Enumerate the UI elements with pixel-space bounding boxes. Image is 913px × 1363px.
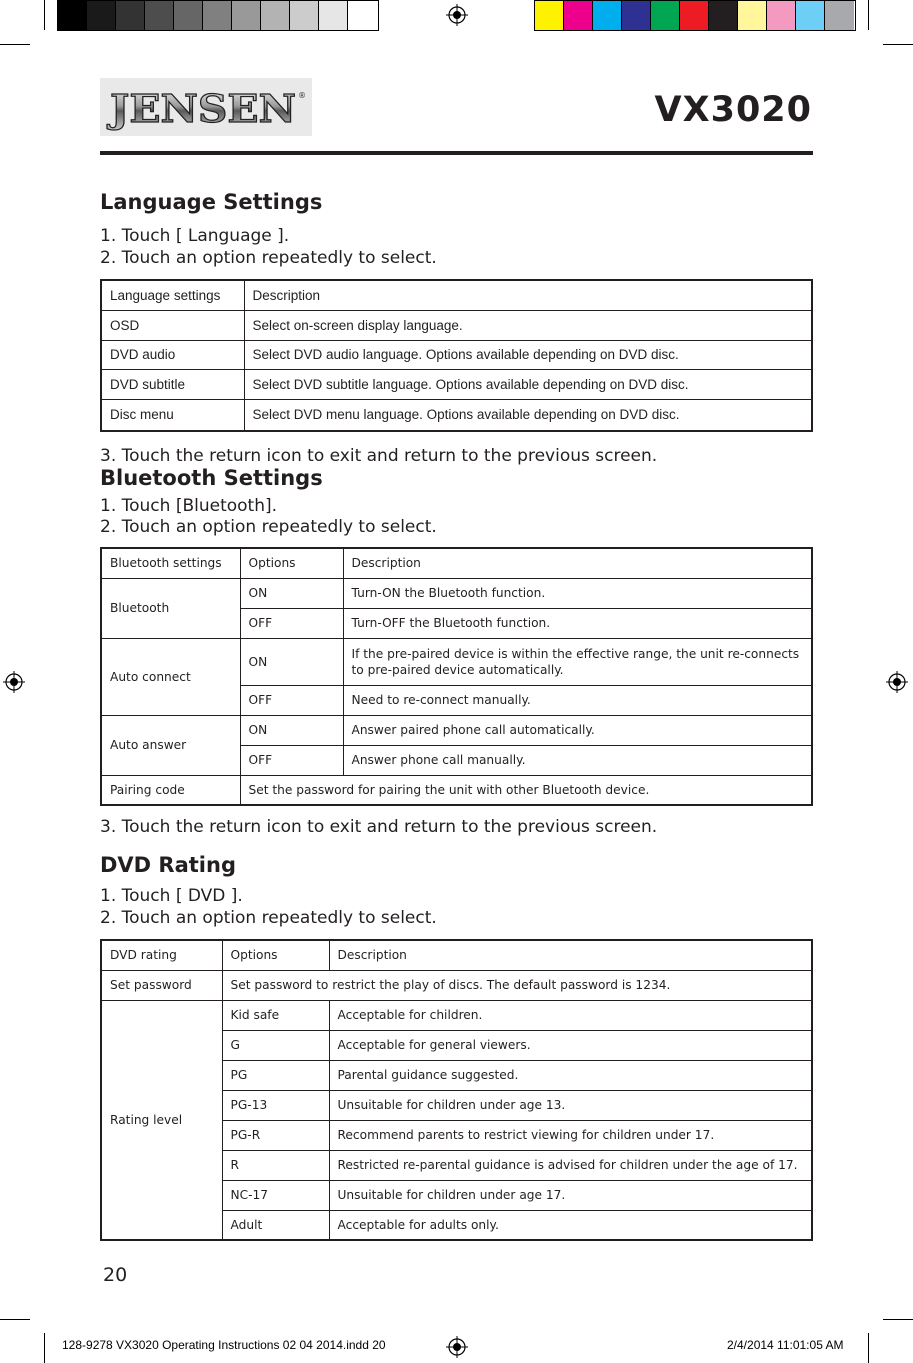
- color-swatch: [174, 1, 203, 30]
- model-number: VX3020: [654, 90, 812, 130]
- registration-mark-icon: [886, 671, 908, 693]
- color-swatch: [767, 1, 796, 30]
- table-cell: Select on-screen display language.: [244, 310, 812, 340]
- table-cell: Disc menu: [101, 399, 244, 431]
- table-header-cell: Options: [240, 548, 343, 578]
- table-cell: Select DVD audio language. Options available depending on DVD disc.: [244, 340, 812, 369]
- table-cell: Acceptable for adults only.: [329, 1210, 812, 1240]
- table-cell: Auto answer: [101, 715, 240, 775]
- table-cell: Kid safe: [222, 1000, 329, 1030]
- crop-mark: [868, 0, 869, 30]
- table-header-cell: Bluetooth settings: [101, 548, 240, 578]
- color-swatch: [58, 1, 87, 30]
- color-swatch: [319, 1, 348, 30]
- table-cell: If the pre-paired device is within the effective range, the unit re-connects to pre-paired device automatically.: [343, 638, 812, 685]
- table-cell: PG: [222, 1060, 329, 1090]
- table-cell: Need to re-connect manually.: [343, 685, 812, 715]
- table-cell: R: [222, 1150, 329, 1180]
- table-cell: Select DVD menu language. Options available depending on DVD disc.: [244, 399, 812, 431]
- table-cell: Pairing code: [101, 775, 240, 805]
- color-swatch: [564, 1, 593, 30]
- crop-mark: [868, 1333, 869, 1363]
- registration-mark-icon: [446, 1336, 468, 1358]
- table-cell: Bluetooth: [101, 578, 240, 638]
- color-swatch: [87, 1, 116, 30]
- color-swatch: [145, 1, 174, 30]
- table-cell: Recommend parents to restrict viewing for children under 17.: [329, 1120, 812, 1150]
- table-row: [101, 1000, 812, 1030]
- color-swatch: [593, 1, 622, 30]
- table-row: [101, 310, 812, 340]
- color-swatch: [116, 1, 145, 30]
- header-rule: [100, 151, 813, 155]
- crop-mark: [883, 1319, 913, 1320]
- color-swatch: [796, 1, 825, 30]
- language-settings-table: [100, 279, 813, 432]
- table-cell: OFF: [240, 608, 343, 638]
- color-swatch: [738, 1, 767, 30]
- step-text: 2. Touch an option repeatedly to select.: [100, 517, 437, 537]
- page-number: 20: [103, 1264, 128, 1286]
- table-cell: OSD: [101, 310, 244, 340]
- table-header-row: [101, 280, 812, 310]
- table-cell: PG-R: [222, 1120, 329, 1150]
- table-row: [101, 340, 812, 369]
- language-settings-heading: Language Settings: [100, 190, 323, 214]
- table-header-cell: Description: [244, 280, 812, 310]
- color-swatch: [709, 1, 738, 30]
- slug-timestamp: 2/4/2014 11:01:05 AM: [727, 1338, 844, 1352]
- slug-filename: 128-9278 VX3020 Operating Instructions 02 04 2014.indd 20: [62, 1338, 386, 1352]
- table-cell: DVD audio: [101, 340, 244, 369]
- table-cell: PG-13: [222, 1090, 329, 1120]
- step-text: 1. Touch [ DVD ].: [100, 886, 243, 906]
- table-cell: OFF: [240, 745, 343, 775]
- table-cell: Auto connect: [101, 638, 240, 715]
- dvd-rating-heading: DVD Rating: [100, 853, 236, 877]
- table-row: [101, 578, 812, 608]
- table-cell: Rating level: [101, 1000, 222, 1240]
- table-cell: Select DVD subtitle language. Options available depending on DVD disc.: [244, 369, 812, 399]
- process-color-bar: [534, 0, 856, 31]
- table-cell: Parental guidance suggested.: [329, 1060, 812, 1090]
- table-cell: Turn-OFF the Bluetooth function.: [343, 608, 812, 638]
- table-cell: Unsuitable for children under age 13.: [329, 1090, 812, 1120]
- crop-mark: [44, 1333, 45, 1363]
- step-text: 2. Touch an option repeatedly to select.: [100, 908, 437, 928]
- table-row: [101, 638, 812, 685]
- table-row: [101, 399, 812, 431]
- table-cell: ON: [240, 638, 343, 685]
- color-swatch: [348, 1, 377, 30]
- color-swatch: [651, 1, 680, 30]
- crop-mark: [44, 0, 45, 30]
- table-cell: Adult: [222, 1210, 329, 1240]
- step-text: 1. Touch [Bluetooth].: [100, 496, 278, 516]
- table-cell: Acceptable for children.: [329, 1000, 812, 1030]
- table-header-cell: DVD rating: [101, 940, 222, 970]
- crop-mark: [0, 1319, 30, 1320]
- table-cell: Answer paired phone call automatically.: [343, 715, 812, 745]
- table-cell: Set the password for pairing the unit with other Bluetooth device.: [240, 775, 812, 805]
- step-text: 1. Touch [ Language ].: [100, 226, 290, 246]
- table-header-cell: Options: [222, 940, 329, 970]
- table-cell: OFF: [240, 685, 343, 715]
- step-text: 2. Touch an option repeatedly to select.: [100, 248, 437, 268]
- table-header-cell: Description: [343, 548, 812, 578]
- table-cell: Answer phone call manually.: [343, 745, 812, 775]
- table-cell: ON: [240, 578, 343, 608]
- color-swatch: [203, 1, 232, 30]
- table-header-row: [101, 548, 812, 578]
- table-row: [101, 970, 812, 1000]
- color-swatch: [290, 1, 319, 30]
- table-cell: NC-17: [222, 1180, 329, 1210]
- svg-text:®: ®: [298, 91, 306, 100]
- table-cell: Set password to restrict the play of discs. The default password is 1234.: [222, 970, 812, 1000]
- registration-mark-icon: [3, 671, 25, 693]
- table-row: [101, 369, 812, 399]
- table-cell: Turn-ON the Bluetooth function.: [343, 578, 812, 608]
- table-cell: Set password: [101, 970, 222, 1000]
- table-header-row: [101, 940, 812, 970]
- bluetooth-settings-heading: Bluetooth Settings: [100, 466, 323, 490]
- svg-text:JENSEN: JENSEN: [106, 86, 296, 131]
- gray-color-bar: [57, 0, 379, 31]
- bluetooth-settings-table: [100, 547, 813, 806]
- table-cell: G: [222, 1030, 329, 1060]
- table-cell: Acceptable for general viewers.: [329, 1030, 812, 1060]
- table-cell: DVD subtitle: [101, 369, 244, 399]
- color-swatch: [825, 1, 854, 30]
- registration-mark-icon: [446, 4, 468, 26]
- crop-mark: [0, 44, 30, 45]
- table-header-cell: Language settings: [101, 280, 244, 310]
- table-cell: Unsuitable for children under age 17.: [329, 1180, 812, 1210]
- step-text: 3. Touch the return icon to exit and return to the previous screen.: [100, 817, 658, 837]
- jensen-logo: [100, 78, 312, 136]
- crop-mark: [883, 44, 913, 45]
- dvd-rating-table: [100, 939, 813, 1241]
- color-swatch: [535, 1, 564, 30]
- step-text: 3. Touch the return icon to exit and return to the previous screen.: [100, 446, 658, 466]
- table-cell: ON: [240, 715, 343, 745]
- color-swatch: [232, 1, 261, 30]
- table-row: [101, 715, 812, 745]
- table-cell: Restricted re-parental guidance is advised for children under the age of 17.: [329, 1150, 812, 1180]
- table-header-cell: Description: [329, 940, 812, 970]
- table-row: [101, 775, 812, 805]
- color-swatch: [680, 1, 709, 30]
- color-swatch: [261, 1, 290, 30]
- color-swatch: [622, 1, 651, 30]
